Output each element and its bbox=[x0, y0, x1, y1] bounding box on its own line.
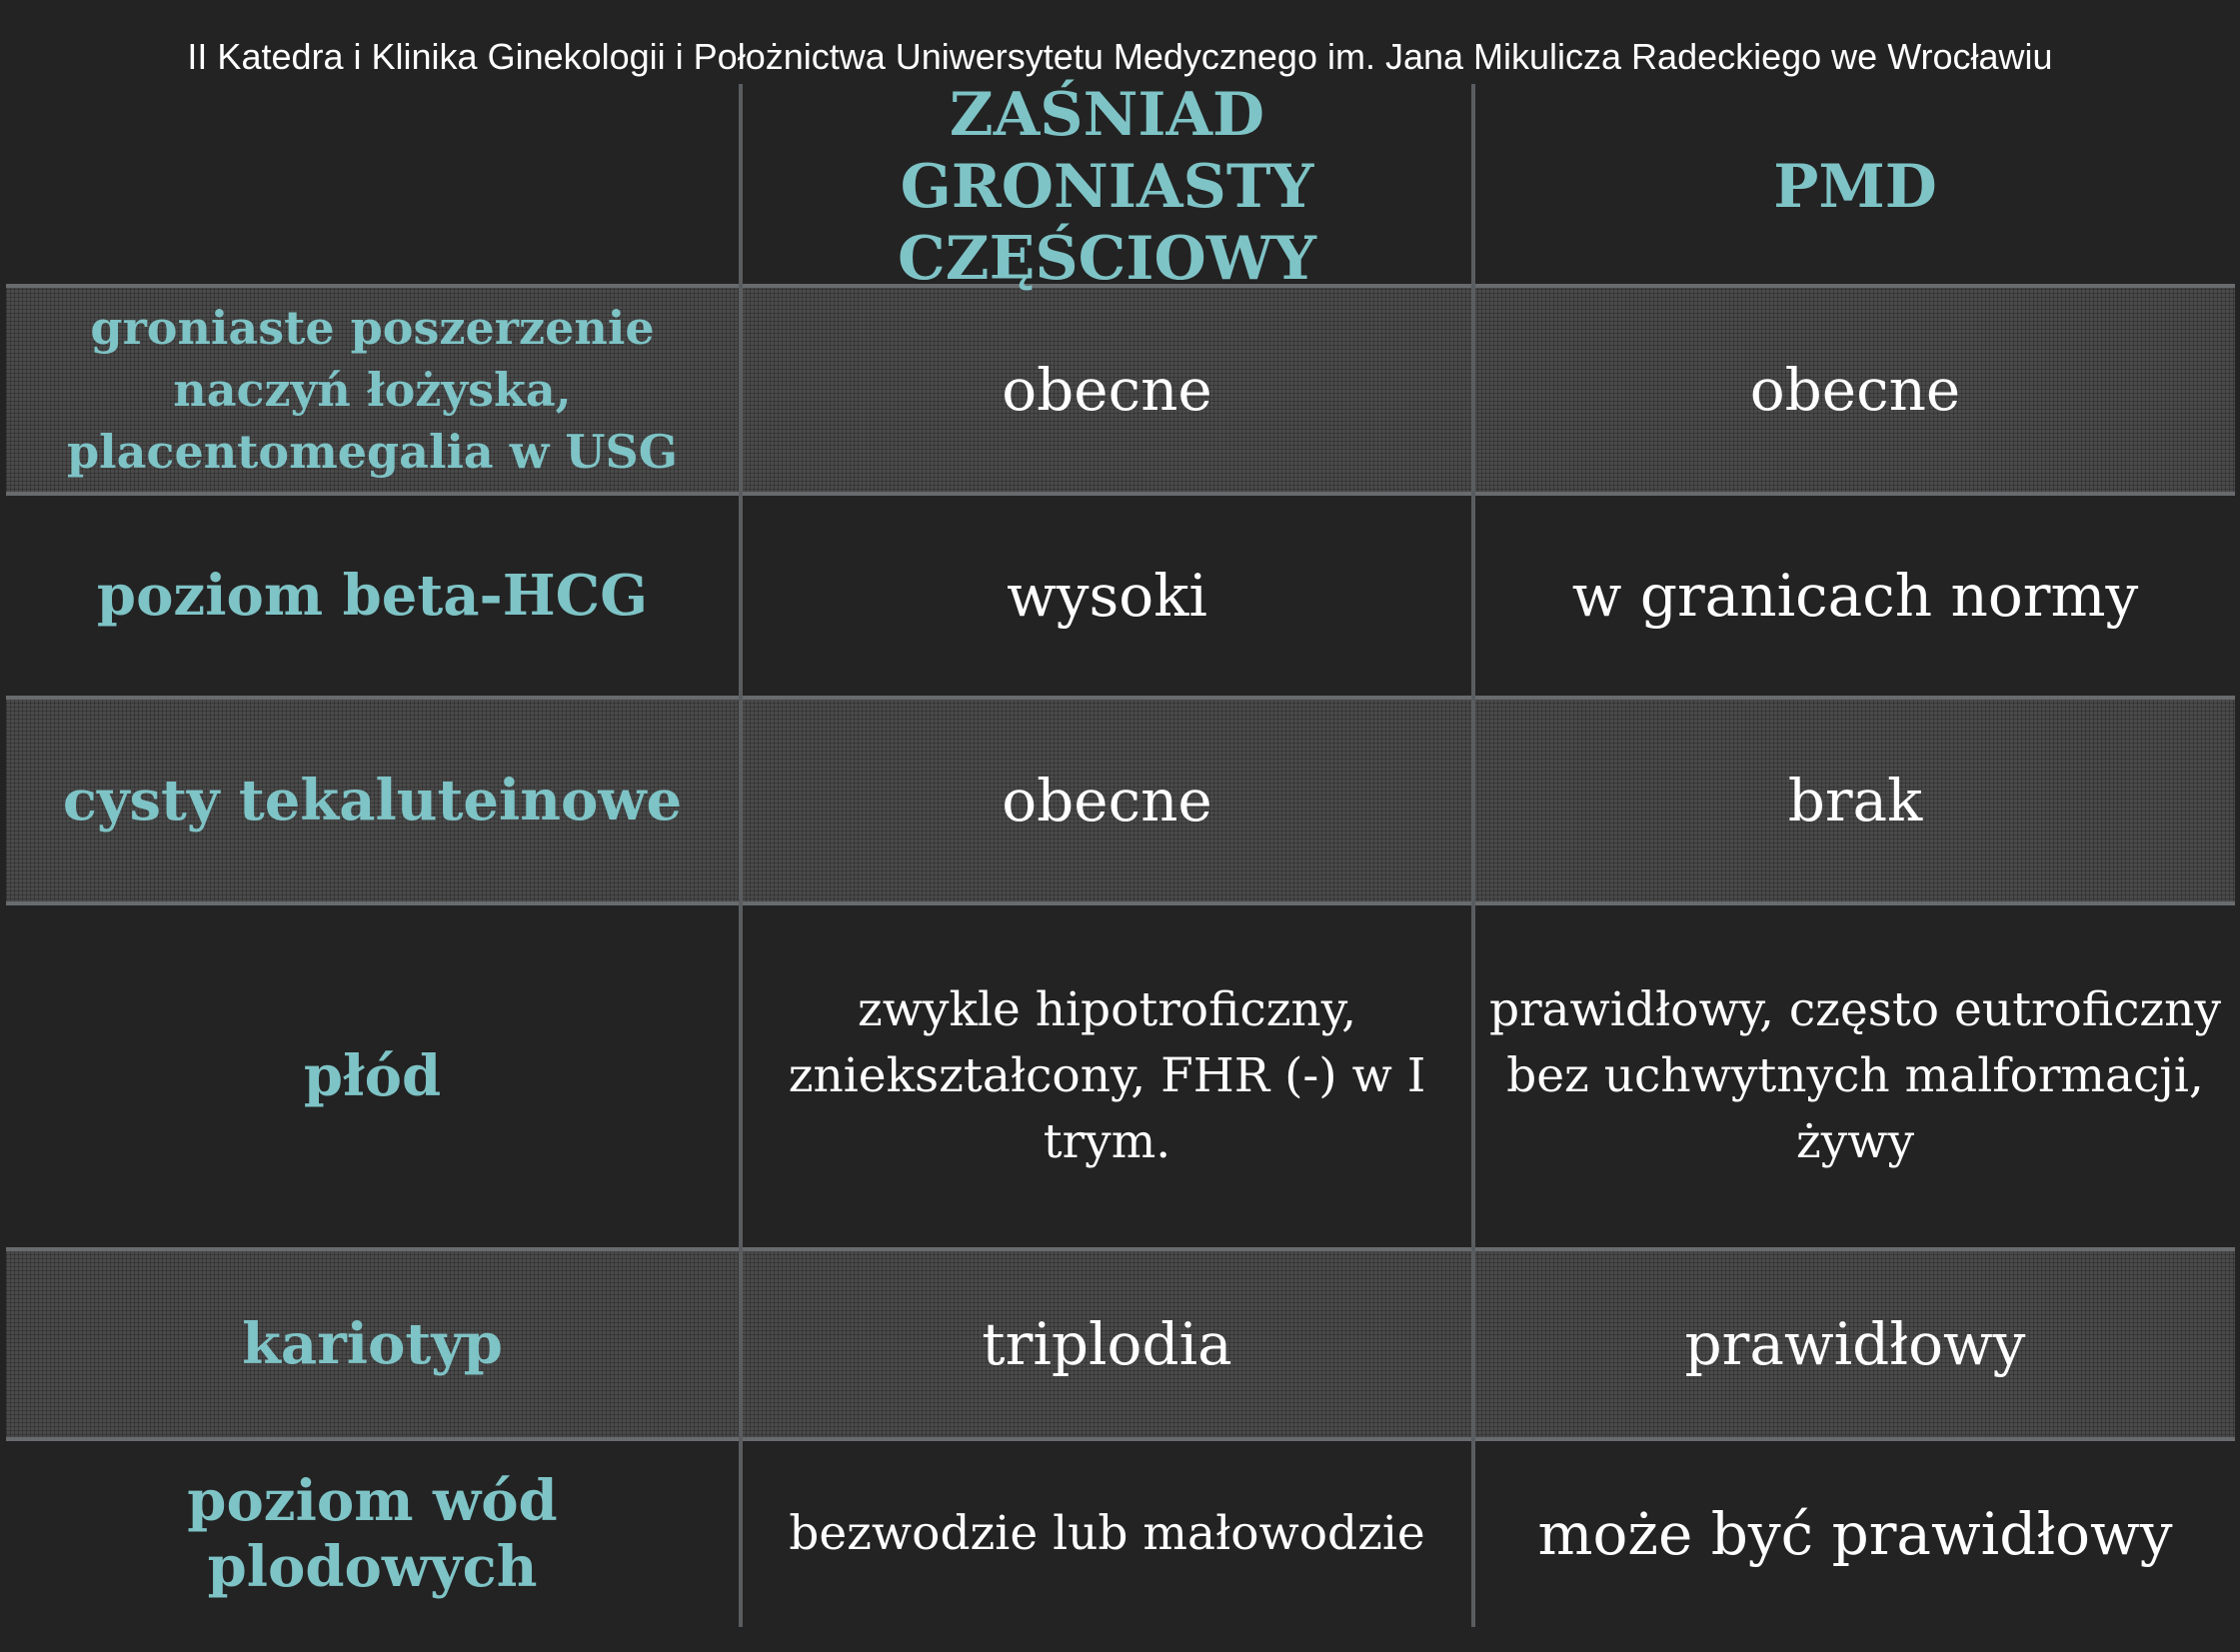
table-cell: obecne bbox=[1002, 767, 1212, 834]
header-partial-mole bbox=[743, 80, 1471, 294]
table-cell: zwykle hipotroficzny, zniekształcony, FHR (-) w I trym. bbox=[788, 982, 1426, 1169]
column-heading: ZAŚNIAD GRONIASTY CZĘŚCIOWY bbox=[898, 80, 1316, 294]
institution-header: II Katedra i Klinika Ginekologii i Położnictwa Uniwersytetu Medycznego im. Jana Mikulicza Radeckiego we Wrocławiu bbox=[187, 36, 2053, 77]
header-cell-empty bbox=[6, 90, 739, 284]
table-cell: bezwodzie lub małowodzie bbox=[789, 1506, 1425, 1561]
table-cell: obecne bbox=[1002, 356, 1212, 424]
table-cell: brak bbox=[1787, 767, 1923, 834]
table-cell: w granicach normy bbox=[1571, 562, 2139, 630]
table-cell: triplodia bbox=[982, 1310, 1232, 1378]
table-row-label: kariotyp bbox=[242, 1311, 503, 1377]
table-cell: wysoki bbox=[1007, 562, 1207, 630]
table-row-label: poziom beta-HCG bbox=[96, 563, 649, 629]
table-row-label: poziom wód plodowych bbox=[187, 1468, 558, 1600]
table-row-label: cysty tekaluteinowe bbox=[62, 768, 683, 833]
table-row-label: groniaste poszerzenie naczyń łożyska, placentomegalia w USG bbox=[66, 301, 678, 479]
table-cell: może być prawidłowy bbox=[1537, 1500, 2173, 1568]
table-cell: prawidłowy, często eutroficzny bez uchwytnych malformacji, żywy bbox=[1488, 982, 2221, 1169]
header-pmd bbox=[1475, 90, 2235, 284]
table-cell: obecne bbox=[1749, 356, 1961, 424]
table-row-label: płód bbox=[303, 1043, 442, 1109]
column-heading: PMD bbox=[1773, 152, 1937, 222]
table-cell: prawidłowy bbox=[1684, 1310, 2026, 1378]
